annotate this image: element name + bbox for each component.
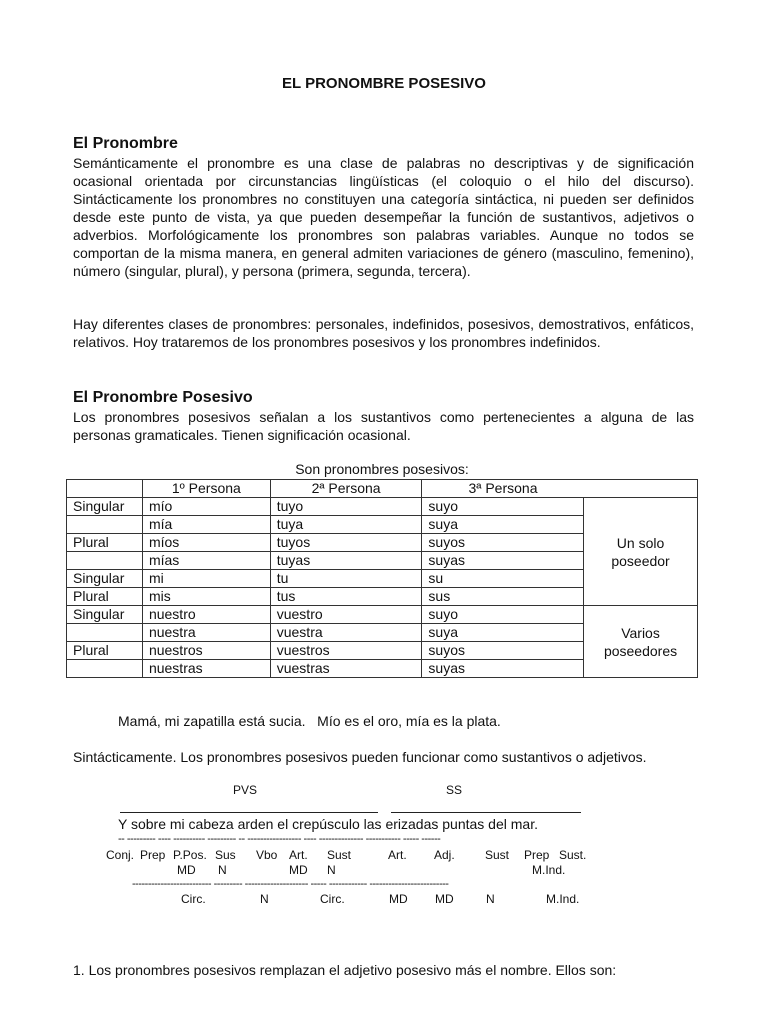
- possessive-pronoun-table: [66, 479, 698, 678]
- grammar-label: N: [486, 892, 495, 906]
- grammar-label: Art.: [289, 848, 308, 862]
- table-cell: tuya: [270, 516, 422, 534]
- table-header-cell: [67, 480, 143, 498]
- section-heading-pronombre: El Pronombre: [73, 135, 178, 152]
- table-cell: suyos: [422, 534, 584, 552]
- table-cell: tuyos: [270, 534, 422, 552]
- paragraph-posesivo-definition: Los pronombres posesivos señalan a los sustantivos como pertenecientes a alguna de las personas gramaticales. Tienen significación ocasional.: [73, 409, 694, 443]
- grammar-label: Art.: [388, 848, 407, 862]
- grammar-label: N: [260, 892, 269, 906]
- table-cell: suya: [422, 516, 584, 534]
- group-label-single-owner: [584, 498, 698, 606]
- table-cell: vuestro: [270, 606, 422, 624]
- table-row: [67, 498, 698, 516]
- table-cell: mía: [142, 516, 270, 534]
- grammar-label: Circ.: [320, 892, 345, 906]
- group-label-multiple-owners: [584, 606, 698, 678]
- grammar-label: Sus: [215, 848, 236, 862]
- page-title: EL PRONOMBRE POSESIVO: [282, 75, 486, 92]
- table-cell: vuestros: [270, 642, 422, 660]
- grammar-label: MD: [389, 892, 408, 906]
- table-cell: tu: [270, 570, 422, 588]
- table-header-cell: 2ª Persona: [270, 480, 422, 498]
- numbered-item-1: 1. Los pronombres posesivos remplazan el adjetivo posesivo más el nombre. Ellos son:: [73, 962, 617, 978]
- table-cell: nuestra: [142, 624, 270, 642]
- table-cell: su: [422, 570, 584, 588]
- table-header-cell: [584, 480, 698, 498]
- table-cell: Singular: [67, 570, 143, 588]
- dash-line-2: ------------------------- --------- -------------------- ----- ------------ -------------------------: [132, 878, 449, 890]
- grammar-label: N: [218, 863, 227, 877]
- analyzed-sentence: Y sobre mi cabeza arden el crepúsculo las erizadas puntas del mar.: [118, 816, 538, 832]
- example-sentence: Mamá, mi zapatilla está sucia. Mío es el oro, mía es la plata.: [118, 713, 501, 729]
- grammar-label: Sust: [485, 848, 510, 862]
- grammar-label: Prep: [140, 848, 166, 862]
- paragraph-syntax: Sintácticamente. Los pronombres posesivos pueden funcionar como sustantivos o adjetivos.: [73, 749, 647, 765]
- table-cell: mi: [142, 570, 270, 588]
- table-cell: vuestras: [270, 660, 422, 678]
- table-cell: Plural: [67, 588, 143, 606]
- grammar-label: MD: [177, 863, 196, 877]
- group-label-line: poseedores: [603, 642, 678, 659]
- table-cell: [67, 624, 143, 642]
- table-cell: Singular: [67, 606, 143, 624]
- table-cell: míos: [142, 534, 270, 552]
- grammar-label: Conj.: [106, 848, 135, 862]
- table-header-cell: 1º Persona: [142, 480, 270, 498]
- table-cell: Plural: [67, 642, 143, 660]
- group-label-line: Un solo: [616, 534, 665, 551]
- table-cell: [67, 552, 143, 570]
- underline-pvs: [120, 812, 378, 813]
- grammar-label: Circ.: [181, 892, 206, 906]
- table-cell: nuestras: [142, 660, 270, 678]
- label-pvs: PVS: [233, 783, 258, 797]
- table-row: [67, 606, 698, 624]
- table-cell: mío: [142, 498, 270, 516]
- table-cell: sus: [422, 588, 584, 606]
- grammar-label: Sust: [327, 848, 352, 862]
- table-cell: tuyas: [270, 552, 422, 570]
- group-label-line: poseedor: [611, 552, 670, 569]
- table-header-cell: 3ª Persona: [422, 480, 584, 498]
- table-cell: vuestra: [270, 624, 422, 642]
- dash-line-1: -- --------- ---- ---------- --------- -- ----------------- ---- -------------- ----------- ----- ------: [118, 833, 441, 845]
- table-cell: Singular: [67, 498, 143, 516]
- section-heading-posesivo: El Pronombre Posesivo: [73, 389, 253, 406]
- group-label-line: Varios: [621, 624, 660, 641]
- grammar-label: MD: [289, 863, 308, 877]
- table-cell: nuestro: [142, 606, 270, 624]
- grammar-label: Adj.: [434, 848, 455, 862]
- table-cell: tuyo: [270, 498, 422, 516]
- table-cell: Plural: [67, 534, 143, 552]
- grammar-label: Prep: [524, 848, 550, 862]
- grammar-label: M.Ind.: [546, 892, 580, 906]
- underline-ss: [391, 812, 581, 813]
- paragraph-pronombre-definition: Semánticamente el pronombre es una clase de palabras no descriptivas y de significación ocasional orientada por circunstancias lingüísticas (el coloquio o el hilo del discurso). Sintácticamente los pronombres no constituyen una categoría sintáctica, ni pueden ser definidos desde este punto de vista, ya que pueden desempeñar la función de sustantivos, adjetivos o adverbios. Morfológicamente los pronombres son palabras variables. Aunque no todos se comportan de la misma manera, en general admiten variaciones de género (masculino, femenino), número (singular, plural), y persona (primera, segunda, tercera).: [73, 155, 694, 279]
- table-cell: suya: [422, 624, 584, 642]
- grammar-label: P.Pos.: [173, 848, 207, 862]
- table-cell: [67, 660, 143, 678]
- table-cell: tus: [270, 588, 422, 606]
- grammar-label: MD: [435, 892, 454, 906]
- table-caption: Son pronombres posesivos:: [295, 461, 469, 477]
- table-cell: suyas: [422, 552, 584, 570]
- table-cell: nuestros: [142, 642, 270, 660]
- grammar-label: Sust.: [559, 848, 587, 862]
- table-header-row: [67, 480, 698, 498]
- paragraph-pronombre-classes: Hay diferentes clases de pronombres: personales, indefinidos, posesivos, demostrativos, enfáticos, relativos. Hoy trataremos de los pronombres posesivos y los pronombres indefinidos.: [73, 316, 694, 350]
- grammar-label: Vbo: [256, 848, 278, 862]
- table-cell: mías: [142, 552, 270, 570]
- table-cell: suyos: [422, 642, 584, 660]
- table-cell: mis: [142, 588, 270, 606]
- grammar-label: M.Ind.: [532, 863, 566, 877]
- table-cell: [67, 516, 143, 534]
- table-cell: suyo: [422, 606, 584, 624]
- table-cell: suyas: [422, 660, 584, 678]
- table-cell: suyo: [422, 498, 584, 516]
- label-ss: SS: [446, 783, 463, 797]
- grammar-label: N: [327, 863, 336, 877]
